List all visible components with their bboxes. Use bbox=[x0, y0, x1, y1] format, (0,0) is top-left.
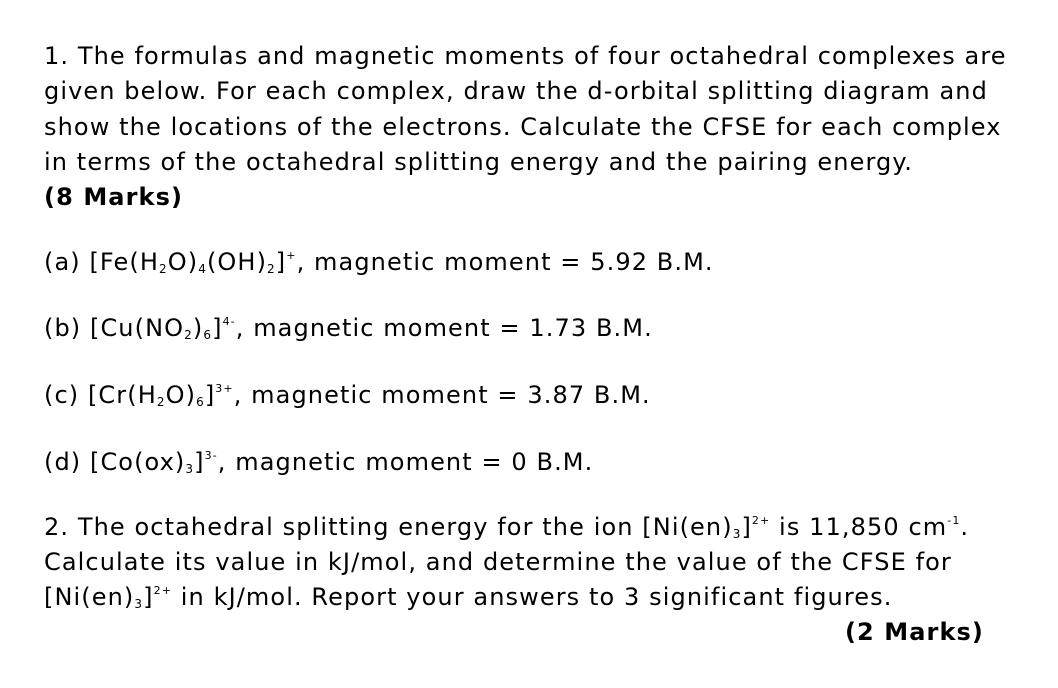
q1-line-1: 1. The formulas and magnetic moments of four octahedral complexes are bbox=[44, 42, 1007, 70]
q2-line-1-mid: ] bbox=[741, 513, 752, 541]
q2-line-3-mid: ] bbox=[143, 583, 154, 611]
complex-a-part-3: (OH) bbox=[206, 248, 268, 276]
q2-line-3 bbox=[44, 582, 893, 612]
complex-a-sub-3: 2 bbox=[267, 262, 276, 276]
complex-a-sub-1: 2 bbox=[159, 262, 168, 276]
complex-c-sub-2: 6 bbox=[196, 395, 205, 409]
q2-line-1 bbox=[44, 512, 969, 542]
complex-d-part-2: ] bbox=[194, 448, 205, 476]
q2-marks: (2 Marks) bbox=[844, 618, 984, 646]
q2-line-1-prefix: 2. The octahedral splitting energy for the ion [Ni(en) bbox=[44, 513, 733, 541]
q2-line-3-text: in kJ/mol. Report your answers to 3 significant figures. bbox=[172, 583, 893, 611]
complex-d-moment: , magnetic moment = 0 B.M. bbox=[217, 448, 594, 476]
complex-d-prefix: (d) [Co(ox) bbox=[44, 448, 186, 476]
complex-a-part-4: ] bbox=[275, 248, 287, 276]
complex-b-sub-1: 2 bbox=[184, 328, 193, 342]
q1-line-2: given below. For each complex, draw the d-orbital splitting diagram and bbox=[44, 77, 988, 105]
complex-c-moment: , magnetic moment = 3.87 B.M. bbox=[233, 381, 651, 409]
q2-line-1-text: is 11,850 cm bbox=[770, 513, 948, 541]
q2-line-3-prefix: [Ni(en) bbox=[44, 583, 135, 611]
complex-d-charge: 3- bbox=[204, 449, 218, 462]
q2-line-1-exponent: -1 bbox=[947, 514, 961, 527]
complex-b-part-2: ) bbox=[192, 314, 204, 342]
complex-a bbox=[44, 247, 714, 277]
q1-marks: (8 Marks) bbox=[44, 183, 184, 211]
q2-line-1-end: . bbox=[960, 513, 970, 541]
complex-c-prefix: (c) [Cr(H bbox=[44, 381, 157, 409]
complex-a-charge: + bbox=[286, 249, 297, 262]
q1-line-4: in terms of the octahedral splitting energy and the pairing energy. bbox=[44, 148, 913, 176]
complex-c-part-2: O) bbox=[165, 381, 197, 409]
q2-line-1-sub: 3 bbox=[732, 527, 742, 541]
q2-line-3-sub: 3 bbox=[134, 597, 144, 611]
complex-d-sub-1: 3 bbox=[185, 462, 195, 476]
complex-b-part-3: ] bbox=[212, 314, 223, 342]
complex-a-part-2: O) bbox=[167, 248, 199, 276]
complex-b-moment: , magnetic moment = 1.73 B.M. bbox=[235, 314, 653, 342]
complex-a-moment: , magnetic moment = 5.92 B.M. bbox=[296, 248, 714, 276]
complex-a-sub-2: 4 bbox=[198, 262, 207, 276]
complex-b bbox=[44, 313, 653, 343]
q2-line-1-charge: 2+ bbox=[751, 514, 771, 527]
q2-line-3-charge: 2+ bbox=[153, 584, 173, 597]
complex-c-part-3: ] bbox=[204, 381, 216, 409]
complex-b-prefix: (b) [Cu(NO bbox=[44, 314, 185, 342]
q2-line-2: Calculate its value in kJ/mol, and determine the value of the CFSE for bbox=[44, 548, 952, 576]
complex-b-sub-2: 6 bbox=[203, 328, 213, 342]
complex-a-prefix: (a) [Fe(H bbox=[44, 248, 159, 276]
complex-c-sub-1: 2 bbox=[156, 395, 166, 409]
q1-line-3: show the locations of the electrons. Calculate the CFSE for each complex bbox=[44, 113, 1002, 141]
complex-b-charge: 4- bbox=[222, 315, 236, 328]
complex-c-charge: 3+ bbox=[215, 382, 234, 395]
complex-c bbox=[44, 380, 651, 410]
complex-d bbox=[44, 447, 593, 477]
